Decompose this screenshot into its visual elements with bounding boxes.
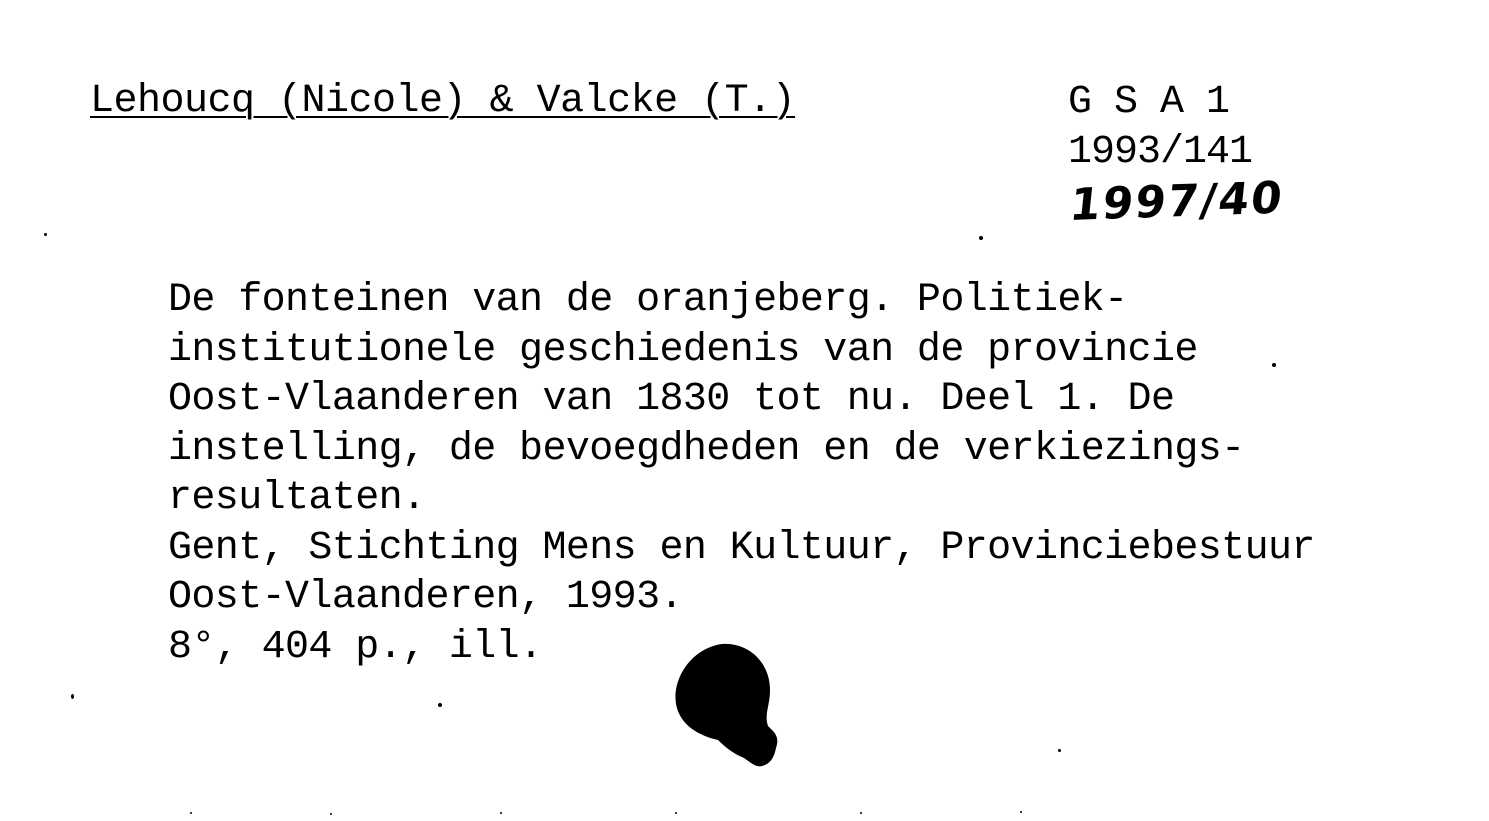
shelfmark bbox=[1068, 78, 1252, 178]
bibliographic-description bbox=[168, 276, 1428, 672]
title-line: Oost-Vlaanderen van 1830 tot nu. Deel 1. De bbox=[168, 377, 1175, 422]
shelfmark-collection: G S A 1 bbox=[1068, 80, 1230, 125]
title-line: De fonteinen van de oranjeberg. Politiek- bbox=[168, 278, 1128, 323]
speck bbox=[71, 694, 74, 699]
punch-hole-blot bbox=[670, 640, 785, 770]
speck bbox=[860, 812, 862, 814]
speck bbox=[190, 812, 192, 814]
speck bbox=[1058, 749, 1061, 752]
title-line: institutionele geschiedenis van de provincie bbox=[168, 327, 1198, 373]
publication-line: Oost-Vlaanderen, 1993. bbox=[168, 575, 683, 620]
speck bbox=[44, 233, 47, 236]
speck bbox=[675, 812, 677, 814]
speck bbox=[330, 813, 332, 815]
speck bbox=[979, 236, 983, 240]
publication-line: Gent, Stichting Mens en Kultuur, Provinciebestuur bbox=[168, 525, 1315, 571]
title-line: instelling, de bevoegdheden en de verkiezings- bbox=[168, 426, 1245, 472]
title-line: resultaten. bbox=[168, 476, 426, 521]
speck bbox=[438, 703, 442, 707]
handwritten-shelfmark: 1997/40 bbox=[1067, 172, 1287, 232]
author-heading: Lehoucq (Nicole) & Valcke (T.) bbox=[90, 79, 796, 124]
shelfmark-number: 1993/141 bbox=[1068, 130, 1253, 175]
speck bbox=[1020, 811, 1022, 813]
speck bbox=[500, 812, 502, 814]
collation-line: 8°, 404 p., ill. bbox=[168, 624, 543, 670]
speck bbox=[1272, 363, 1276, 367]
